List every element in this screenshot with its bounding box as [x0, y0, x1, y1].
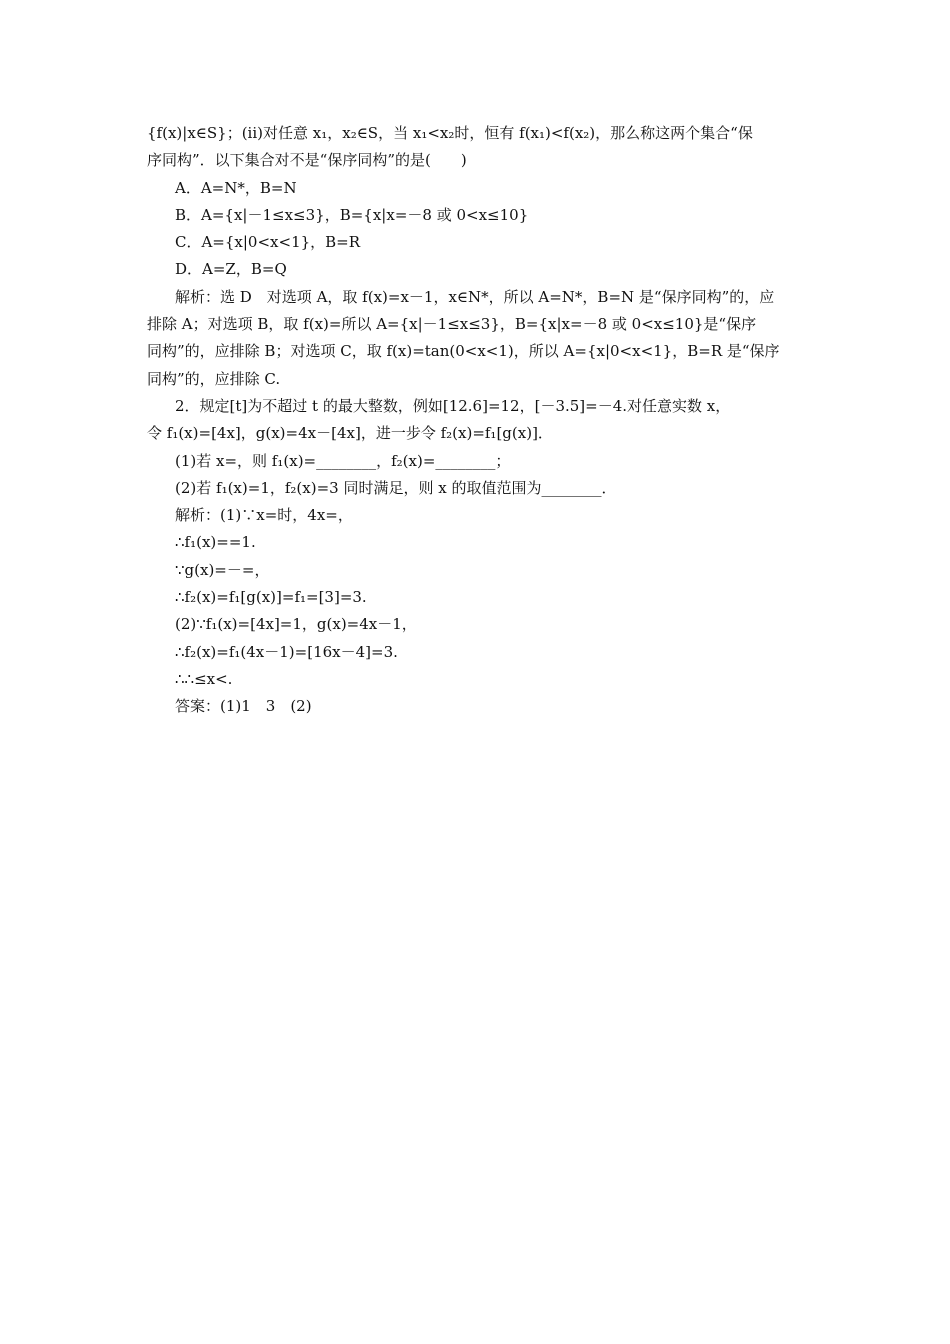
question-2-line: 令 f₁(x)=[4x]，g(x)=4x－[4x]，进一步令 f₂(x)=f₁[g(x)]． — [147, 424, 553, 443]
solution-line: 解析：选 D 对选项 A，取 f(x)=x－1，x∈N*，所以 A=N*，B=N 是“保序同构”的，应 — [175, 287, 775, 306]
solution-line: ∵g(x)=－=， — [175, 560, 270, 579]
solution-line: 同构”的，应排除 B；对选项 C，取 f(x)=tan(0<x<1)，所以 A={x|0<x<1}，B=R 是“保序 — [147, 342, 780, 361]
answer-line: 答案：(1)1 3 (2) — [175, 697, 312, 716]
solution-line: 排除 A；对选项 B，取 f(x)=所以 A={x|－1≤x≤3}，B={x|x=－8 或 0<x≤10}是“保序 — [147, 315, 757, 334]
question-2-part-1: (1)若 x=，则 f₁(x)=________，f₂(x)=________； — [175, 451, 511, 470]
solution-line: ∴f₂(x)=f₁[g(x)]=f₁=[3]=3. — [175, 588, 367, 607]
text-line: 序同构”．以下集合对不是“保序同构”的是( ) — [147, 151, 467, 170]
option-d: D．A=Z，B=Q — [175, 260, 287, 279]
solution-line: ∴f₁(x)==1. — [175, 533, 256, 552]
solution-line: (2)∵f₁(x)=[4x]=1，g(x)=4x－1， — [175, 615, 417, 634]
solution-line: ∴f₂(x)=f₁(4x－1)=[16x－4]=3. — [175, 642, 398, 661]
text-line: {f(x)|x∈S}；(ii)对任意 x₁，x₂∈S，当 x₁<x₂时，恒有 f(x₁)<f(x₂)，那么称这两个集合“保 — [147, 124, 753, 142]
option-b: B．A={x|－1≤x≤3}，B={x|x=－8 或 0<x≤10} — [175, 205, 529, 224]
question-2-part-2: (2)若 f₁(x)=1，f₂(x)=3 同时满足，则 x 的取值范围为________． — [175, 478, 617, 497]
solution-line: 解析：(1)∵x=时，4x=， — [175, 506, 353, 525]
option-c: C．A={x|0<x<1}，B=R — [175, 233, 361, 252]
document-body — [147, 120, 812, 721]
solution-line: ∴∴≤x<. — [175, 669, 233, 688]
question-2-line: 2．规定[t]为不超过 t 的最大整数，例如[12.6]=12，[－3.5]=－4.对任意实数 x， — [175, 396, 731, 415]
solution-line: 同构”的，应排除 C. — [147, 369, 281, 388]
option-a: A．A=N*，B=N — [175, 178, 297, 197]
